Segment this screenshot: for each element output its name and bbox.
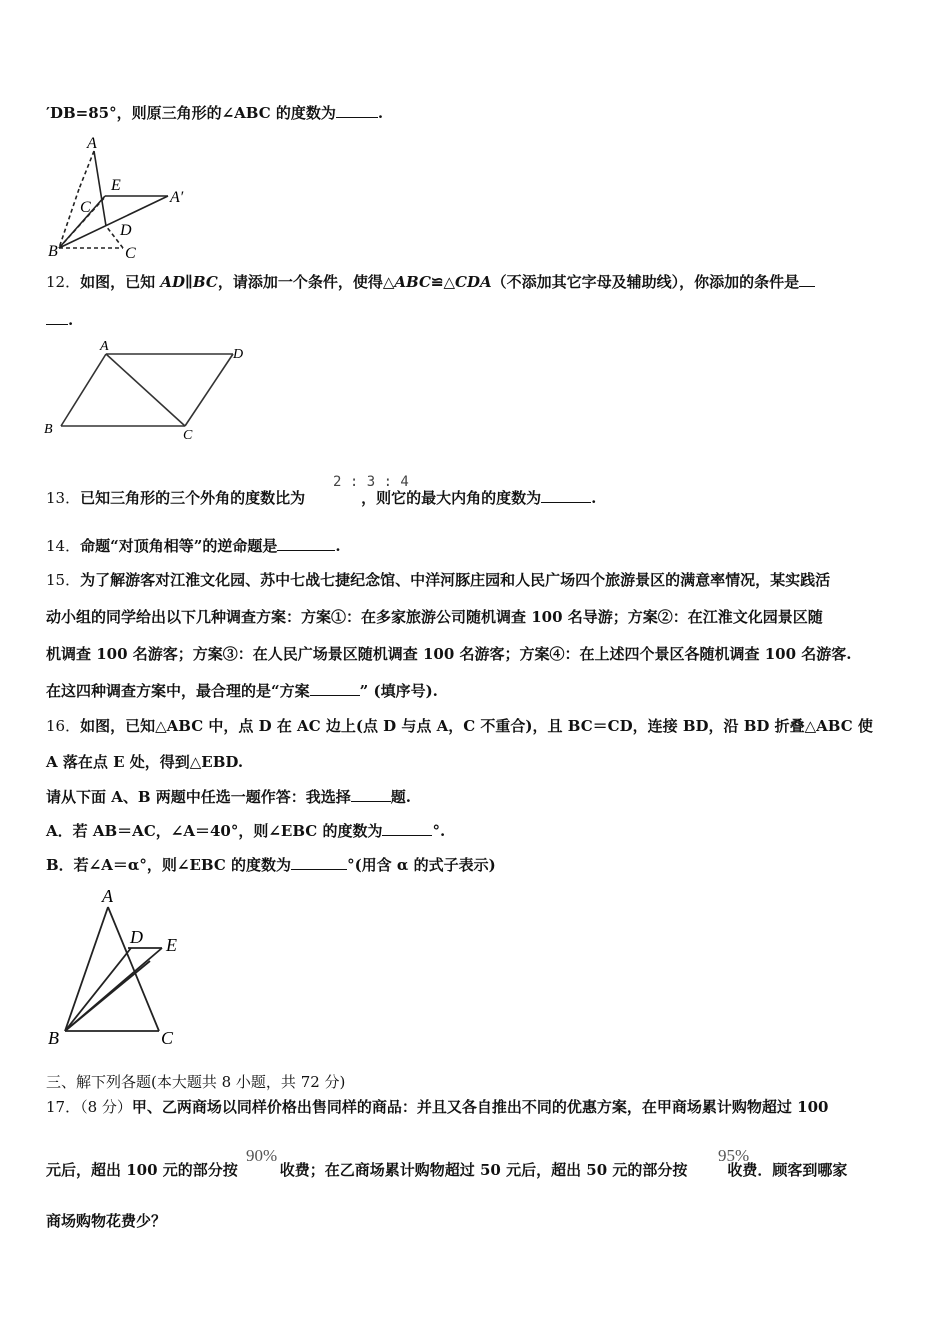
fig11-label-Aprime: A′ bbox=[170, 189, 184, 206]
q14-line: 14．命题“对顶角相等”的逆命题是 . bbox=[46, 537, 341, 555]
fig12-label-A: A bbox=[100, 339, 109, 354]
fig16-diagram bbox=[45, 885, 195, 1055]
fig16-label-C: C bbox=[161, 1028, 174, 1048]
q16-line4: A．若 AB＝AC，∠A＝40°，则∠EBC 的度数为 °. bbox=[46, 822, 446, 840]
q16-line2: A 落在点 E 处，得到△EBD. bbox=[46, 753, 244, 771]
fig11-label-B: B bbox=[48, 243, 58, 260]
q15-line4: 在这四种调查方案中，最合理的是“方案 ” (填序号). bbox=[46, 682, 438, 700]
fig11-label-D: D bbox=[120, 222, 132, 239]
q12-blank-end[interactable] bbox=[46, 310, 68, 325]
fig11-label-E: E bbox=[111, 177, 121, 194]
fig11-label-C1: C bbox=[80, 199, 91, 216]
q16-line5: B．若∠A＝α°，则∠EBC 的度数为 °(用含 α 的式子表示) bbox=[46, 856, 496, 874]
fig12-parallelogram bbox=[40, 335, 260, 445]
q17-line2: 元后，超出 100 元的部分按 收费；在乙商场累计购物超过 50 元后，超出 50 元的部分按 收费．顾客到哪家 bbox=[46, 1161, 848, 1179]
q17-pct-90: 90% bbox=[246, 1146, 278, 1165]
q15-blank[interactable] bbox=[310, 681, 360, 696]
q11-text: ′DB=85°，则原三角形的∠ABC 的度数为 bbox=[46, 104, 336, 122]
fig16-label-E: E bbox=[166, 935, 177, 955]
q14-blank[interactable] bbox=[277, 536, 335, 551]
fig16-label-B: B bbox=[48, 1028, 59, 1048]
q16-choice-blank[interactable] bbox=[351, 787, 391, 802]
q12-line2: . bbox=[46, 310, 73, 330]
fig11-diagram bbox=[45, 132, 205, 262]
fig12-label-B: B bbox=[44, 422, 53, 437]
q13-line: 13．已知三角形的三个外角的度数比为 ，则它的最大内角的度数为 . bbox=[46, 489, 597, 507]
q11-line: ′DB=85°，则原三角形的∠ABC 的度数为 . bbox=[46, 104, 384, 122]
q13-ratio: 2 : 3 : 4 bbox=[333, 474, 409, 490]
fig16-label-A: A bbox=[102, 886, 113, 906]
fig16-label-D: D bbox=[130, 927, 143, 947]
q17-pct-95: 95% bbox=[718, 1146, 750, 1165]
q16-a-blank[interactable] bbox=[382, 821, 432, 836]
q15-line3: 机调查 100 名游客；方案③：在人民广场景区随机调查 100 名游客；方案④：在上述四个景区各随机调查 100 名游客. bbox=[46, 645, 852, 663]
q16-line1: 16．如图，已知△ABC 中，点 D 在 AC 边上(点 D 与点 A，C 不重合)，且 BC＝CD，连接 BD，沿 BD 折叠△ABC 使 bbox=[46, 717, 873, 735]
q12-line1: 12．如图，已知 AD∥BC，请添加一个条件，使得△ABC≌△CDA（不添加其它字母及辅助线），你添加的条件是 bbox=[46, 272, 815, 292]
fig11-label-A: A bbox=[87, 135, 97, 152]
q13-blank[interactable] bbox=[541, 488, 591, 503]
section-3-heading: 三、解下列各题(本大题共 8 小题，共 72 分) bbox=[46, 1073, 346, 1091]
q15-line1: 15．为了解游客对江淮文化园、苏中七战七捷纪念馆、中洋河豚庄园和人民广场四个旅游景区的满意率情况，某实践活 bbox=[46, 571, 831, 589]
q17-line3: 商场购物花费少？ bbox=[46, 1212, 167, 1230]
q11-blank[interactable] bbox=[336, 103, 378, 118]
q16-line3: 请从下面 A、B 两题中任选一题作答：我选择 题. bbox=[46, 788, 411, 806]
fig11-label-C2: C bbox=[125, 245, 136, 262]
q15-line2: 动小组的同学给出以下几种调查方案：方案①：在多家旅游公司随机调查 100 名导游；方案②：在江淮文化园景区随 bbox=[46, 608, 823, 626]
q17-line1: 17．（8 分）甲、乙两商场以同样价格出售同样的商品：并且又各自推出不同的优惠方案，在甲商场累计购物超过 100 bbox=[46, 1098, 829, 1116]
q12-blank-start[interactable] bbox=[799, 272, 815, 287]
fig12-label-D: D bbox=[233, 347, 244, 362]
fig12-label-C: C bbox=[183, 428, 193, 443]
q16-b-blank[interactable] bbox=[291, 855, 347, 870]
